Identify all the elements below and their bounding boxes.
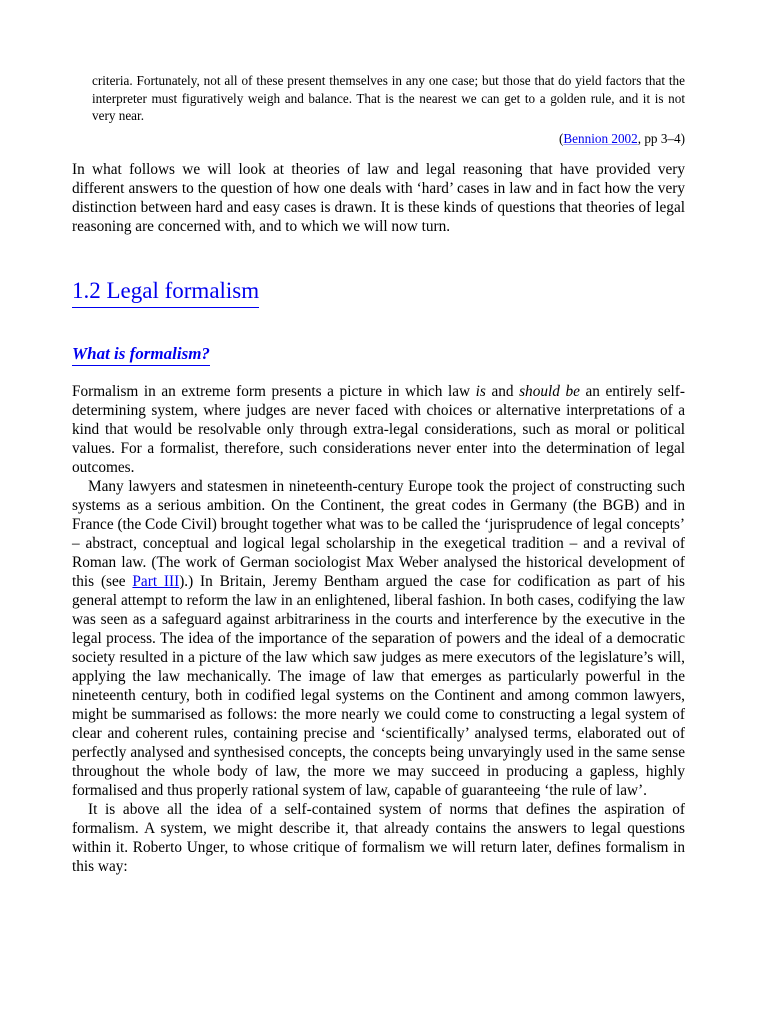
paragraph-3: It is above all the idea of a self-contained system of norms that defines the aspiration of formalism. A system, we might describe it, that already contains the answers to legal questions within it. Roberto Unger, to whose critique of formalism we will return later, defines formalism in this way: (72, 800, 685, 875)
paragraph-2-text-b: ).) In Britain, Jeremy Bentham argued the case for codification as part of his general attempt to reform the law in an enlightened, liberal fashion. In both cases, codifying the law was seen as a safeguard against arbitrariness in the courts and interference by the executive in the legal process. The idea of the importance of the separation of powers and the ideal of a democratic society resulted in a picture of the law which saw judges as mere executors of the legislature’s will, applying the law mechanically. The image of law that emerges as particularly powerful in the nineteenth century, both in codified legal systems on the Continent and among common lawyers, might be summarised as follows: the more nearly we could come to constructing a legal system of clear and coherent rules, containing precise and ‘scientifically’ analysed terms, elaborated out of perfectly analysed and synthesised concepts, the concepts being unvaryingly used in the same sense throughout the whole body of law, the more we may succeed in producing a gapless, highly formalised and thus properly rational system of law, capable of guaranteeing ‘the rule of law’. (72, 572, 685, 799)
paragraph-1-text-a: Formalism in an extreme form presents a picture in which law (72, 382, 476, 400)
paragraph-1-text-c: an entirely self-determining system, where judges are never faced with choices or alternative interpretations of a kind that would be resolvable only through extra-legal considerations, such as moral or political values. For a formalist, therefore, such considerations never enter into the determination of legal outcomes. (72, 382, 685, 476)
intro-paragraph-text: In what follows we will look at theories of law and legal reasoning that have provided very different answers to the question of how one deals with ‘hard’ cases in law and in fact how the very distinction between hard and easy cases is drawn. It is these kinds of questions that theories of legal reasoning are concerned with, and to which we will now turn. (72, 160, 685, 235)
intro-paragraph (72, 160, 685, 236)
document-page (72, 72, 685, 876)
part-iii-link[interactable]: Part III (132, 572, 180, 590)
paragraph-1-emphasis-is: is (475, 382, 486, 400)
paragraph-1-emphasis-should-be: should be (519, 382, 580, 400)
citation-link[interactable]: Bennion 2002 (563, 130, 638, 146)
paragraph-1 (72, 382, 685, 477)
subsection-heading-wrap (72, 343, 685, 366)
quote-text: criteria. Fortunately, not all of these present themselves in any one case; but those that do yield factors that the interpreter must figuratively weigh and balance. That is the nearest we can get to a golden rule, and it is not very near. (92, 73, 685, 123)
section-body (72, 382, 685, 876)
paragraph-1-text-b: and (485, 382, 520, 400)
section-heading[interactable]: 1.2 Legal formalism (72, 277, 259, 308)
block-quote (92, 72, 685, 125)
citation-rest: , pp 3–4) (637, 130, 685, 146)
paragraph-2-text-a: Many lawyers and statesmen in nineteenth-century Europe took the project of constructing such systems as a serious ambition. On the Continent, the great codes in Germany (the BGB) and in France (the Code Civil) brought together what was to be called the ‘jurisprudence of legal concepts’ – abstract, conceptual and logical legal scholarship in the exegetical tradition – and a revival of Roman law. (The work of German sociologist Max Weber analysed the historical development of this (see (72, 477, 685, 590)
paragraph-2 (72, 477, 685, 800)
quote-citation (72, 130, 685, 147)
citation-open: ( (558, 130, 564, 146)
subsection-heading[interactable]: What is formalism? (72, 343, 210, 366)
